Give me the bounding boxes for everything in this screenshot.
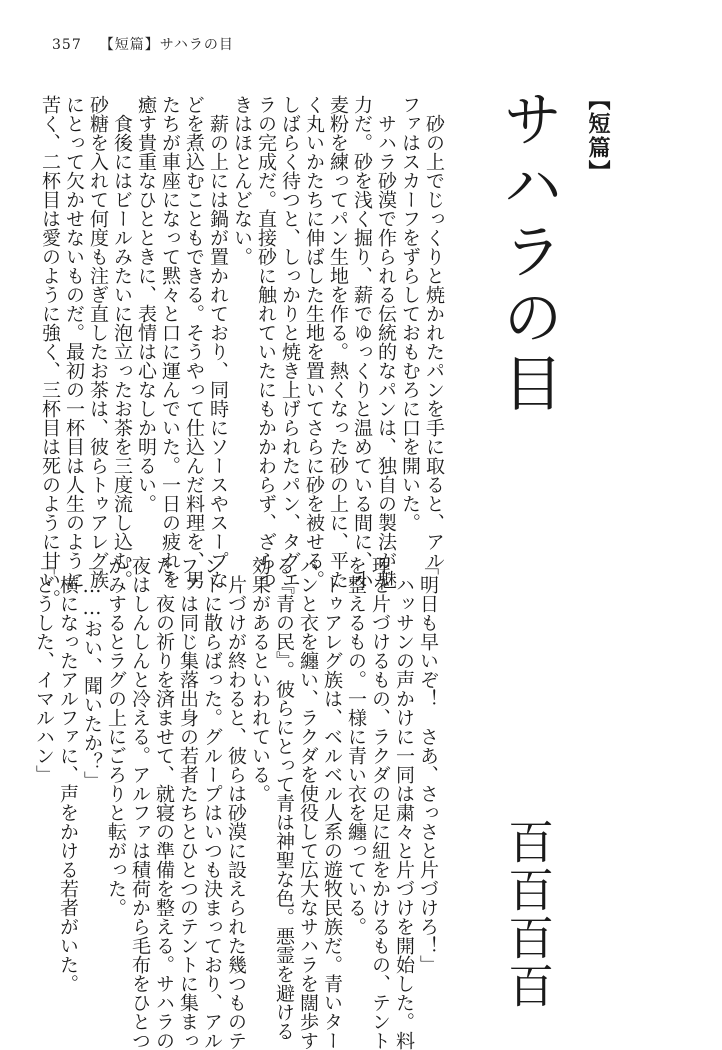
text-column: サハラ砂漠で作られる伝統的なパンは、独自の製法が魅 — [375, 95, 397, 589]
text-column: たちが車座になって黙々と口に運んでいた。一日の疲れを — [159, 95, 181, 589]
text-column: どを煮込むこともできる。そうやって仕込んだ料理を、男 — [183, 95, 205, 589]
text-column: く丸いかたちに伸ばした生地を置いてさらに砂を被せる。 — [303, 95, 325, 589]
text-column: た。夜の祈りを済ませて、就寝の準備を整える。サハラの — [153, 556, 175, 1050]
text-column: バンと衣を纏い、ラクダを使役して広大なサハラを闊歩す — [297, 556, 319, 1050]
text-column: ントに散らばった。グループはいつも決まっており、アル — [201, 556, 223, 1050]
body-text-bottom — [32, 556, 440, 1050]
page-number: 357 — [52, 37, 82, 53]
text-column: 砂糖を入れて何度も注ぎ直したお茶は、彼らトゥアレグ族 — [87, 95, 109, 589]
story-title: サハラの目 — [493, 88, 563, 418]
text-column: トゥアレグ族は、ベルベル人系の遊牧民族だ。青いター — [321, 556, 343, 1050]
text-column: 効果があるといわれている。 — [249, 556, 271, 803]
text-column: 夜はしんしんと冷える。アルファは積荷から毛布をひとつ — [129, 556, 151, 1050]
text-column: 「……おい、聞いたか？」 — [81, 556, 103, 790]
section-title: 【短篇】サハラの目 — [99, 37, 234, 53]
text-column: ハッサンの声かけに一同は粛々と片づけを開始した。料 — [393, 556, 415, 1050]
genre-badge: 【短篇】 — [585, 88, 610, 184]
text-column: 横になったアルファに、声をかける若者がいた。 — [57, 556, 79, 993]
text-column: 理を片づけるもの、ラクダの足に紐をかけるもの、テント — [369, 556, 391, 1050]
text-column: る『青の民』。彼らにとって青は神聖な色。悪霊を避ける — [273, 556, 295, 1041]
author-name: 百百百百 — [501, 818, 555, 1010]
running-header — [52, 34, 234, 54]
text-column: かみするとラグの上にごろりと転がった。 — [105, 556, 127, 917]
text-column: を整えるもの。一様に青い衣を纏っている。 — [345, 556, 367, 936]
text-column: 癒す貴重なひとときに、表情は心なしか明るい。 — [135, 95, 157, 513]
text-column: 食後にはビールみたいに泡立ったお茶を三度流し込む。 — [111, 95, 133, 589]
text-column: 麦粉を練ってパン生地を作る。熱くなった砂の上に、平た — [327, 95, 349, 589]
text-column: 砂の上でじっくりと焼かれたパンを手に取ると、アル — [423, 95, 445, 570]
text-column: しばらく待つと、しっかりと焼き上げられたパン、タグエ — [279, 95, 301, 589]
text-column: ファは同じ集落出身の若者たちとひとつのテントに集まっ — [177, 556, 199, 1050]
text-column: 「明日も早いぞ！ さあ、さっさと片づけろ！」 — [417, 556, 439, 974]
text-column: きはほとんどない。 — [231, 95, 253, 266]
text-column: ラの完成だ。直接砂に触れていたにもかかわらず、ざらつ — [255, 95, 277, 589]
text-column: 「どうした、イマルハン」 — [33, 556, 55, 784]
text-column: 力だ。砂を浅く掘り、薪でゆっくりと温めている間に、小 — [351, 95, 373, 589]
text-column: 苦く、二杯目は愛のように強く、三杯目は死のように甘い。 — [39, 95, 61, 608]
text-column: にとって欠かせないものだ。最初の一杯目は人生のように — [63, 95, 85, 589]
text-column: ファはスカーフをずらしておもむろに口を開いた。 — [399, 95, 421, 532]
text-column: 片づけが終わると、彼らは砂漠に設えられた幾つものテ — [225, 556, 247, 1050]
body-text-top — [38, 95, 446, 608]
text-column: 薪の上には鍋が置かれており、同時にソースやスープな — [207, 95, 229, 589]
